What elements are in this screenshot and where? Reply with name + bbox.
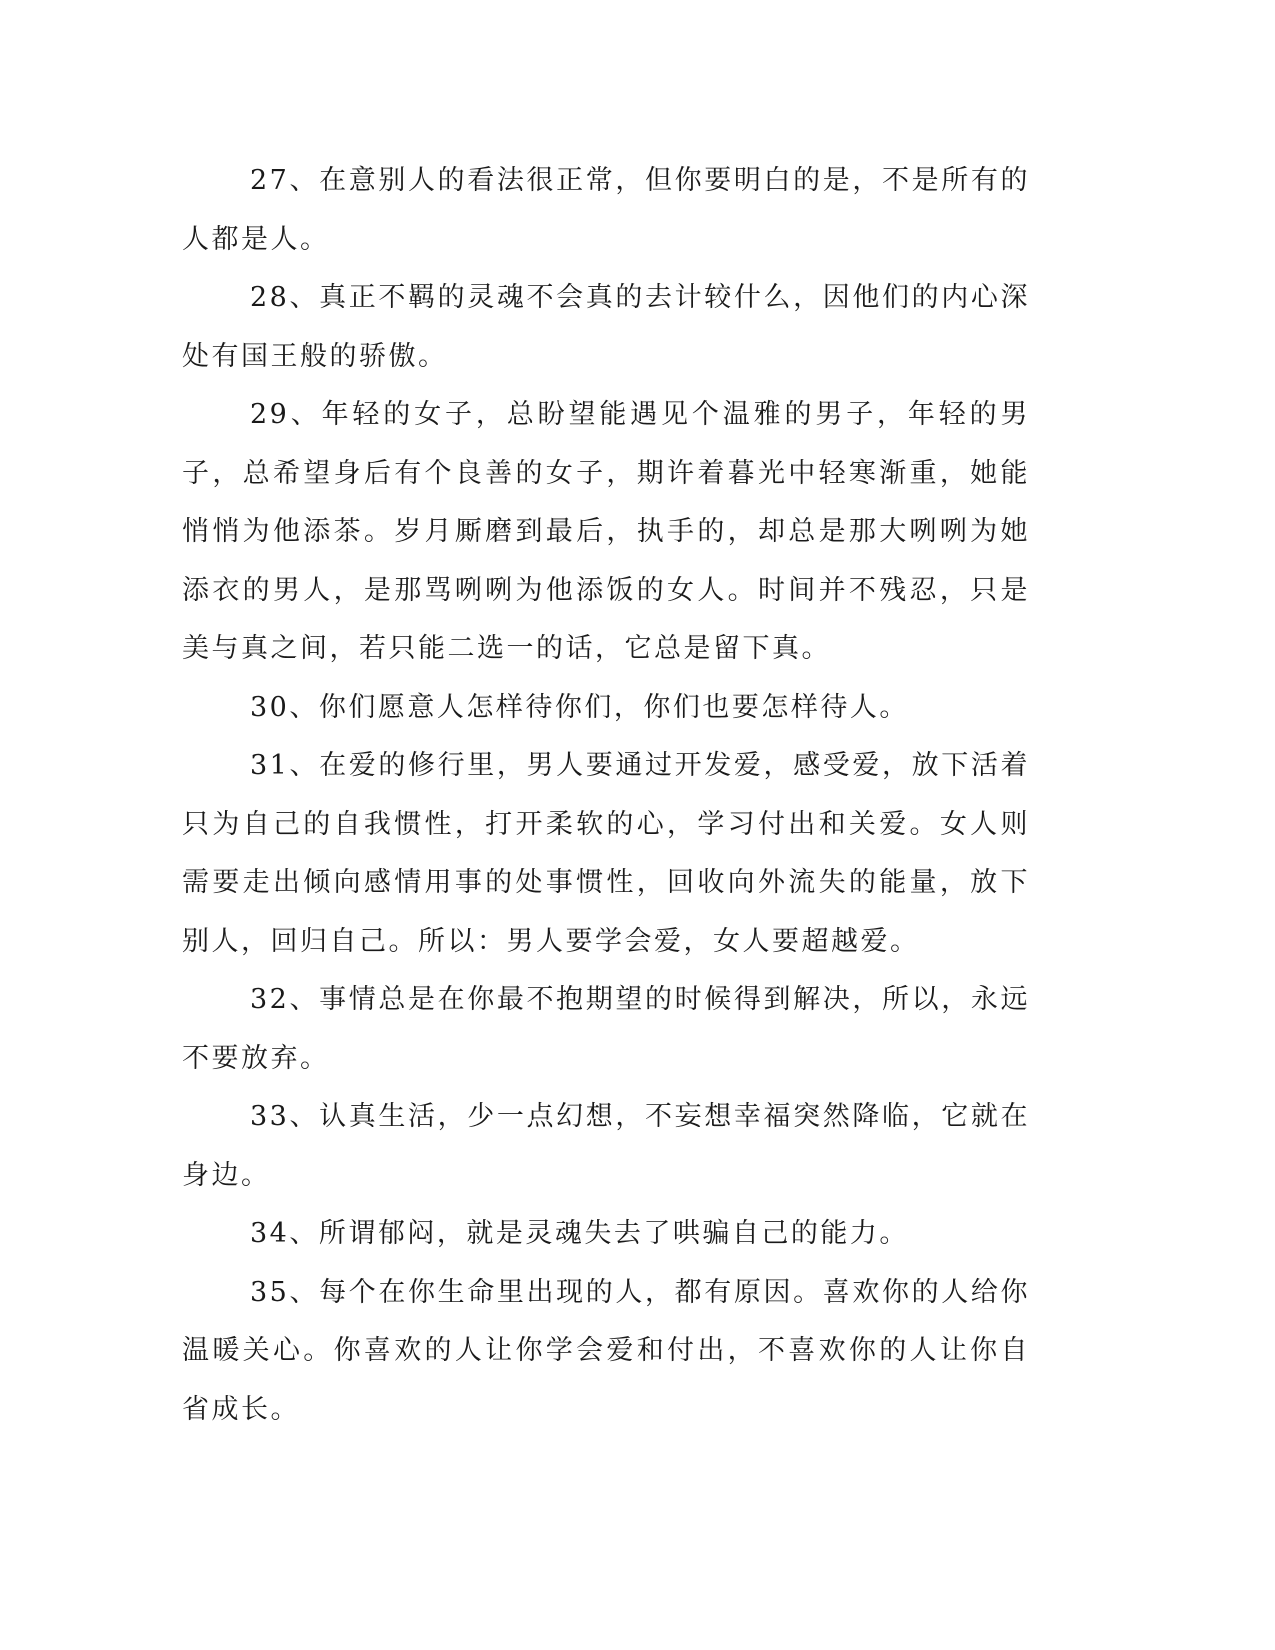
- paragraph-27: 27、在意别人的看法很正常，但你要明白的是，不是所有的人都是人。: [182, 165, 1030, 255]
- paragraph-28: 28、真正不羁的灵魂不会真的去计较什么，因他们的内心深处有国王般的骄傲。: [182, 282, 1030, 372]
- paragraph-29: 29、年轻的女子，总盼望能遇见个温雅的男子，年轻的男子，总希望身后有个良善的女子，期许着暮光中轻寒渐重，她能悄悄为他添茶。岁月厮磨到最后，执手的，却总是那大咧咧为她添衣的男人，是那骂咧咧为他添饭的女人。时间并不残忍，只是美与真之间，若只能二选一的话，它总是留下真。: [182, 399, 1030, 664]
- paragraph-34: 34、所谓郁闷，就是灵魂失去了哄骗自己的能力。: [250, 1218, 909, 1249]
- document-body: [182, 152, 1030, 1439]
- paragraph-33: 33、认真生活，少一点幻想，不妄想幸福突然降临，它就在身边。: [182, 1101, 1030, 1191]
- paragraph-30: 30、你们愿意人怎样待你们，你们也要怎样待人。: [250, 691, 909, 723]
- paragraph-35: 35、每个在你生命里出现的人，都有原因。喜欢你的人给你温暖关心。你喜欢的人让你学会爱和付出，不喜欢你的人让你自省成长。: [182, 1276, 1030, 1425]
- paragraph-32: 32、事情总是在你最不抱期望的时候得到解决，所以，永远不要放弃。: [182, 984, 1030, 1074]
- paragraph-31: 31、在爱的修行里，男人要通过开发爱，感受爱，放下活着只为自己的自我惯性，打开柔软的心，学习付出和关爱。女人则需要走出倾向感情用事的处事惯性，回收向外流失的能量，放下别人，回归自己。所以：男人要学会爱，女人要超越爱。: [182, 750, 1030, 957]
